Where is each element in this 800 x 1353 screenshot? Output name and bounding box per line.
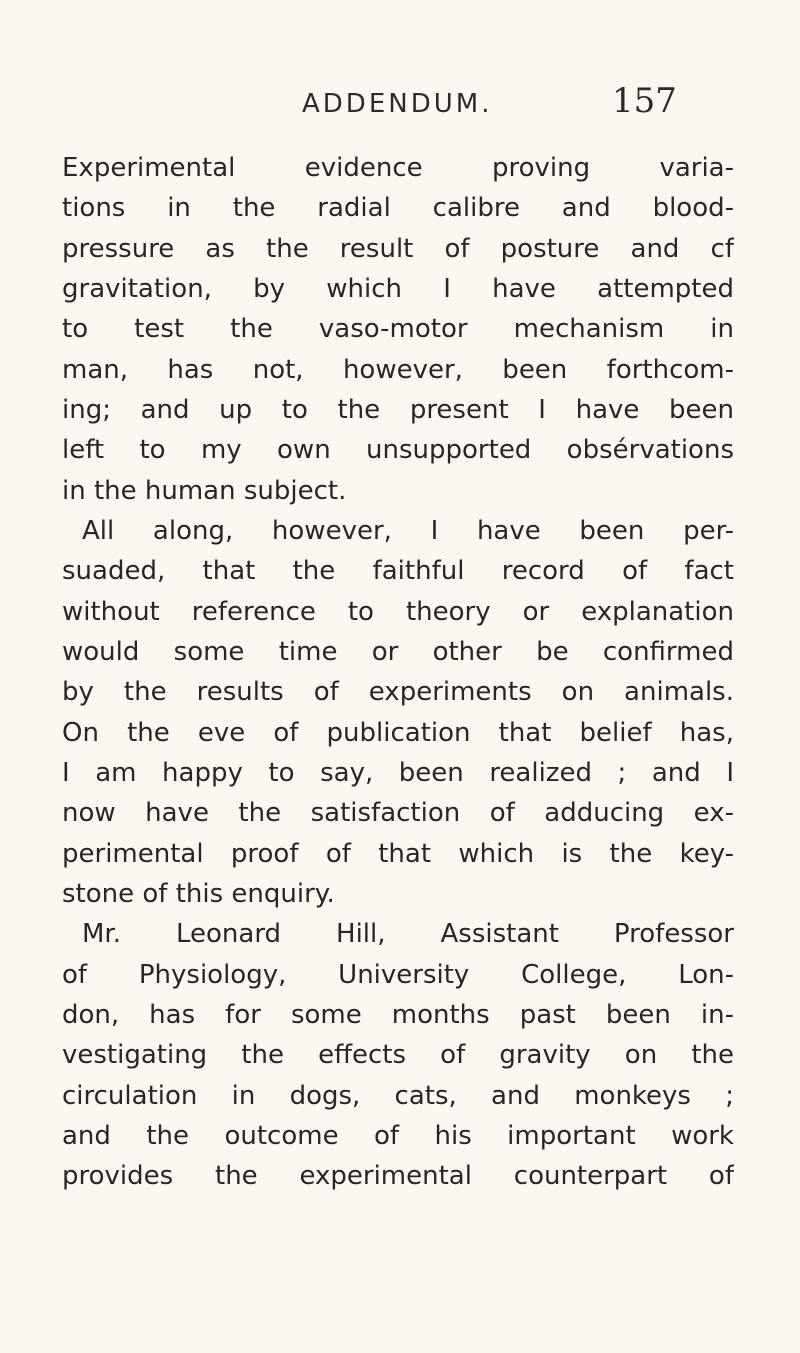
running-head: ADDENDUM.: [302, 89, 493, 119]
text-line: and the outcome of his important work: [62, 1120, 734, 1151]
text-line: to test the vaso-motor mechanism in: [62, 314, 734, 345]
text-line: vestigating the effects of gravity on the: [62, 1040, 734, 1071]
text-line: by the results of experiments on animals.: [62, 677, 734, 708]
text-line: suaded, that the faithful record of fact: [62, 556, 734, 587]
text-line: of Physiology, University College, Lon-: [62, 959, 734, 990]
text-line: Mr. Leonard Hill, Assistant Professor: [82, 919, 734, 950]
page-number: 157: [612, 81, 677, 121]
text-line: provides the experimental counterpart of: [62, 1161, 734, 1192]
text-line: On the eve of publication that belief has,: [62, 717, 734, 748]
text-line: man, has not, however, been forthcom-: [62, 354, 734, 385]
text-line: All along, however, I have been per-: [82, 515, 734, 546]
text-line: left to my own unsupported obsérvations: [62, 435, 734, 466]
text-line: ing; and up to the present I have been: [62, 394, 734, 425]
text-line: in the human subject.: [62, 475, 347, 506]
text-line: gravitation, by which I have attempted: [62, 273, 734, 304]
text-line: circulation in dogs, cats, and monkeys ;: [62, 1080, 734, 1111]
text-line: stone of this enquiry.: [62, 878, 335, 909]
text-line: now have the satisfaction of adducing ex-: [62, 798, 734, 829]
text-line: don, has for some months past been in-: [62, 999, 734, 1030]
text-line: pressure as the result of posture and cf: [62, 233, 734, 264]
text-line: would some time or other be confirmed: [62, 636, 734, 667]
text-line: I am happy to say, been realized ; and I: [62, 757, 734, 788]
text-line: tions in the radial calibre and blood-: [62, 193, 734, 224]
body-text: [62, 148, 734, 1197]
text-line: Experimental evidence proving varia-: [62, 153, 734, 183]
text-line: without reference to theory or explanation: [62, 596, 734, 627]
text-line: perimental proof of that which is the key-: [62, 838, 734, 869]
